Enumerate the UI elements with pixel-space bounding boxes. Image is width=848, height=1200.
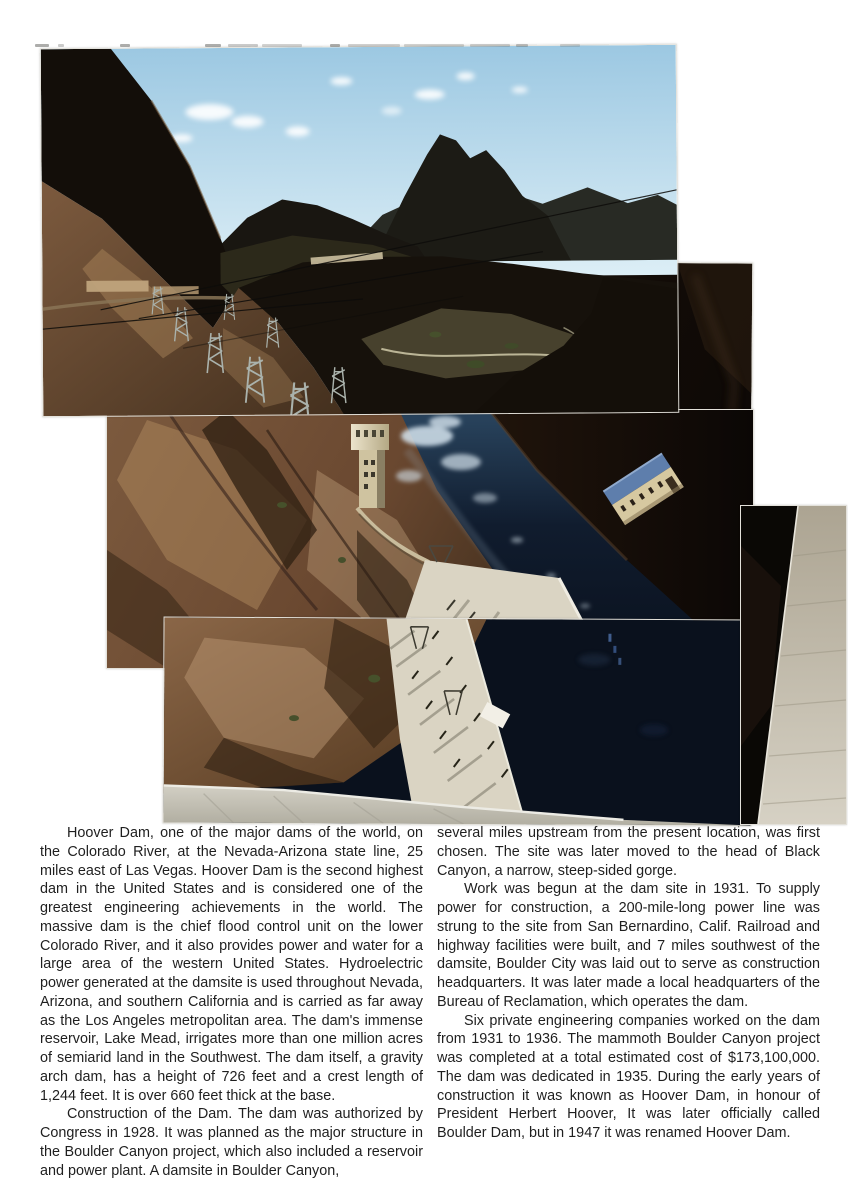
photo-dam-crest-wedge — [740, 505, 847, 825]
paragraph-construction-continued: several miles upstream from the present location, was first chosen. The site was later moved to the head of Black Canyon, a narrow, steep-sided gorge. — [437, 825, 820, 879]
photo-powerplant-switchyard — [162, 616, 752, 826]
photo-canyon-overview — [40, 44, 680, 417]
paragraph-intro: Hoover Dam, one of the major dams of the world, on the Colorado River, at the Nevada-Arizona state line, 25 miles east of Las Vegas. Hoover Dam is the second highest dam in the United States and is considered one of the greatest engineering achievements in the world. The massive dam is the chief flood control unit on the lower Colorado River, and it also provides power and water for a large area of the western United States. Hydroelectric power generated at the damsite is used throughout Nevada, Arizona, and southern California and is carried as far away as the Los Angeles metropolitan area. The dam's immense reservoir, Lake Mead, irrigates more than one million acres of semiarid land in the Southwest. The dam itself, a gravity arch dam, has a height of 726 feet and a crest length of 1,244 feet. It is over 660 feet thick at the base. — [40, 825, 423, 1104]
paragraph-construction: Construction of the Dam. The dam was authorized by Congress in 1928. It was planned as the major structure in the Boulder Canyon project, which also included a reservoir and power plant. A damsite in Boulder Canyon, — [40, 1106, 423, 1179]
article-text — [40, 824, 820, 1180]
text-column-left — [40, 824, 423, 1180]
paragraph-companies: Six private engineering companies worked on the dam from 1931 to 1936. The mammoth Boulder Canyon project was completed at a total estimated cost of $173,100,000. The dam was dedicated in 1935. During the early years of construction it was known as Hoover Dam, in honour of President Herbert Hoover, It was later officially called Boulder Dam, but in 1947 it was renamed Hoover Dam. — [437, 1012, 820, 1141]
film-edge-marks — [0, 43, 848, 49]
text-column-right — [437, 824, 820, 1180]
paragraph-work-begun: Work was begun at the dam site in 1931. To supply power for construction, a 200-mile-long power line was strung to the site from San Bernardino, Calif. Railroad and highway facilities were built, and 7 miles southwest of the damsite, Boulder City was laid out to serve as construction headquarters. It was later made a local headquarters of the Bureau of Reclamation, which operates the dam. — [437, 881, 820, 1010]
